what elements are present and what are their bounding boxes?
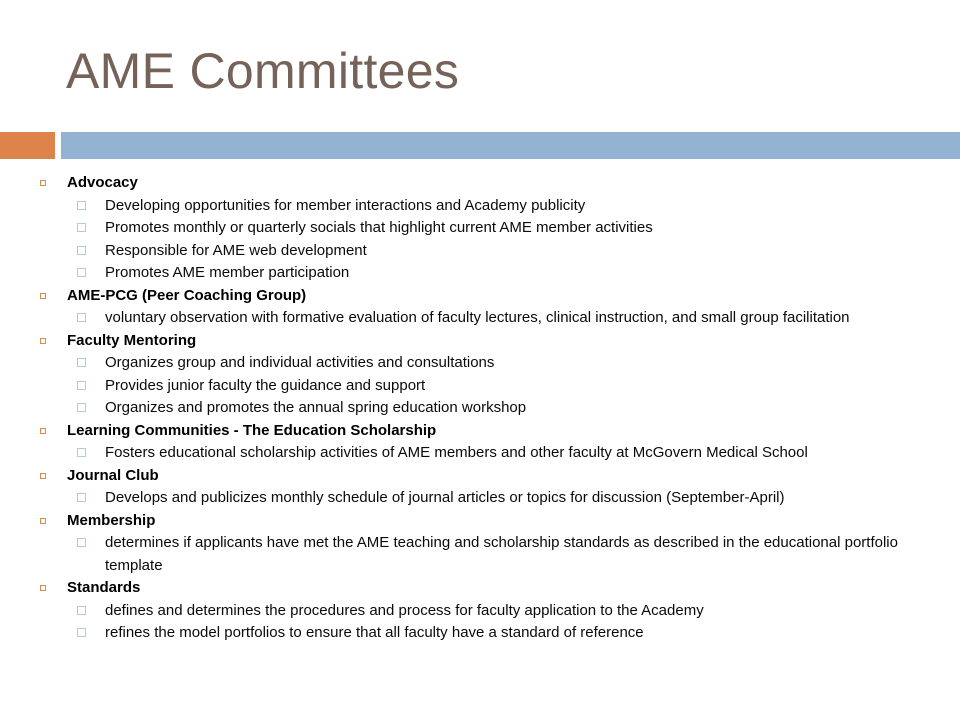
page-title: AME Committees xyxy=(66,43,460,99)
hollow-square-bullet-blue-icon xyxy=(77,606,86,615)
committee-points-list xyxy=(0,600,960,645)
committee-name-row[interactable] xyxy=(0,577,960,600)
committee-name-label: Journal Club xyxy=(67,466,159,484)
hollow-square-bullet-orange-icon xyxy=(40,518,46,524)
committee-point-row[interactable] xyxy=(0,600,960,623)
committee-name-label: Learning Communities - The Education Scholarship xyxy=(67,421,437,439)
committee-point-label: Fosters educational scholarship activities of AME members and other faculty at McGovern Medical School xyxy=(105,444,808,461)
hollow-square-bullet-orange-icon xyxy=(40,293,46,299)
committee-point-label: Responsible for AME web development xyxy=(105,241,367,259)
committee-name-label: Membership xyxy=(67,511,156,529)
committee-group xyxy=(0,330,960,420)
committee-group xyxy=(0,577,960,645)
committee-name-label: Advocacy xyxy=(67,174,138,191)
committee-points-list xyxy=(0,532,960,577)
committee-point-label: voluntary observation with formative evaluation of faculty lectures, clinical instruction, and small group facilitation xyxy=(105,309,850,326)
accent-bar-orange xyxy=(0,132,55,159)
committee-group xyxy=(0,172,960,285)
committee-name-row[interactable] xyxy=(0,285,960,308)
committee-point-row[interactable] xyxy=(0,262,960,285)
hollow-square-bullet-blue-icon xyxy=(77,223,86,232)
committee-point-row[interactable] xyxy=(0,397,960,420)
committee-point-row[interactable] xyxy=(0,375,960,398)
committee-group xyxy=(0,465,960,510)
committee-name-label: Standards xyxy=(67,579,141,596)
committee-point-label: Developing opportunities for member interactions and Academy publicity xyxy=(105,196,586,214)
hollow-square-bullet-orange-icon xyxy=(40,338,46,344)
committee-point-label: Develops and publicizes monthly schedule of journal articles or topics for discussion (September-April) xyxy=(105,489,785,506)
hollow-square-bullet-blue-icon xyxy=(77,313,86,322)
hollow-square-bullet-orange-icon xyxy=(40,180,46,186)
hollow-square-bullet-blue-icon xyxy=(77,201,86,210)
hollow-square-bullet-blue-icon xyxy=(77,268,86,277)
committee-name-row[interactable] xyxy=(0,510,960,533)
committee-point-label: defines and determines the procedures and process for faculty application to the Academy xyxy=(105,601,704,619)
committee-points-list xyxy=(0,442,960,465)
committee-group xyxy=(0,285,960,330)
committee-point-row[interactable] xyxy=(0,217,960,240)
hollow-square-bullet-orange-icon xyxy=(40,428,46,434)
hollow-square-bullet-blue-icon xyxy=(77,246,86,255)
committee-group xyxy=(0,420,960,465)
committee-point-row[interactable] xyxy=(0,195,960,218)
committee-points-list xyxy=(0,487,960,510)
committee-name-label: AME-PCG (Peer Coaching Group) xyxy=(67,286,307,304)
committee-point-label: Promotes monthly or quarterly socials that highlight current AME member activities xyxy=(105,219,653,236)
committee-point-label: Organizes group and individual activities and consultations xyxy=(105,354,495,371)
hollow-square-bullet-blue-icon xyxy=(77,628,86,637)
committee-point-row[interactable] xyxy=(0,352,960,375)
committee-point-label: Provides junior faculty the guidance and support xyxy=(105,376,426,394)
committee-points-list xyxy=(0,195,960,285)
committee-point-label: Promotes AME member participation xyxy=(105,264,350,281)
committee-point-label: refines the model portfolios to ensure that all faculty have a standard of reference xyxy=(105,624,644,641)
committee-points-list xyxy=(0,352,960,420)
hollow-square-bullet-orange-icon xyxy=(40,585,46,591)
committee-points-list xyxy=(0,307,960,330)
committee-point-row[interactable] xyxy=(0,442,960,465)
accent-bar-blue xyxy=(61,132,960,159)
committee-name-row[interactable] xyxy=(0,330,960,353)
committee-point-row[interactable] xyxy=(0,622,960,645)
committee-name-label: Faculty Mentoring xyxy=(67,331,197,349)
committee-point-row[interactable] xyxy=(0,240,960,263)
hollow-square-bullet-blue-icon xyxy=(77,538,86,547)
committee-group xyxy=(0,510,960,578)
hollow-square-bullet-blue-icon xyxy=(77,448,86,457)
committee-point-label: determines if applicants have met the AME teaching and scholarship standards as described in the educational portfolio template xyxy=(105,534,898,574)
committee-point-row[interactable] xyxy=(0,307,960,330)
committee-name-row[interactable] xyxy=(0,465,960,488)
hollow-square-bullet-blue-icon xyxy=(77,493,86,502)
committee-name-row[interactable] xyxy=(0,172,960,195)
committee-point-row[interactable] xyxy=(0,487,960,510)
hollow-square-bullet-blue-icon xyxy=(77,358,86,367)
slide-body xyxy=(0,172,960,645)
committee-point-label: Organizes and promotes the annual spring education workshop xyxy=(105,399,527,416)
hollow-square-bullet-orange-icon xyxy=(40,473,46,479)
committee-name-row[interactable] xyxy=(0,420,960,443)
committee-point-row[interactable] xyxy=(0,532,960,577)
hollow-square-bullet-blue-icon xyxy=(77,381,86,390)
committee-outline-list xyxy=(0,172,960,645)
hollow-square-bullet-blue-icon xyxy=(77,403,86,412)
